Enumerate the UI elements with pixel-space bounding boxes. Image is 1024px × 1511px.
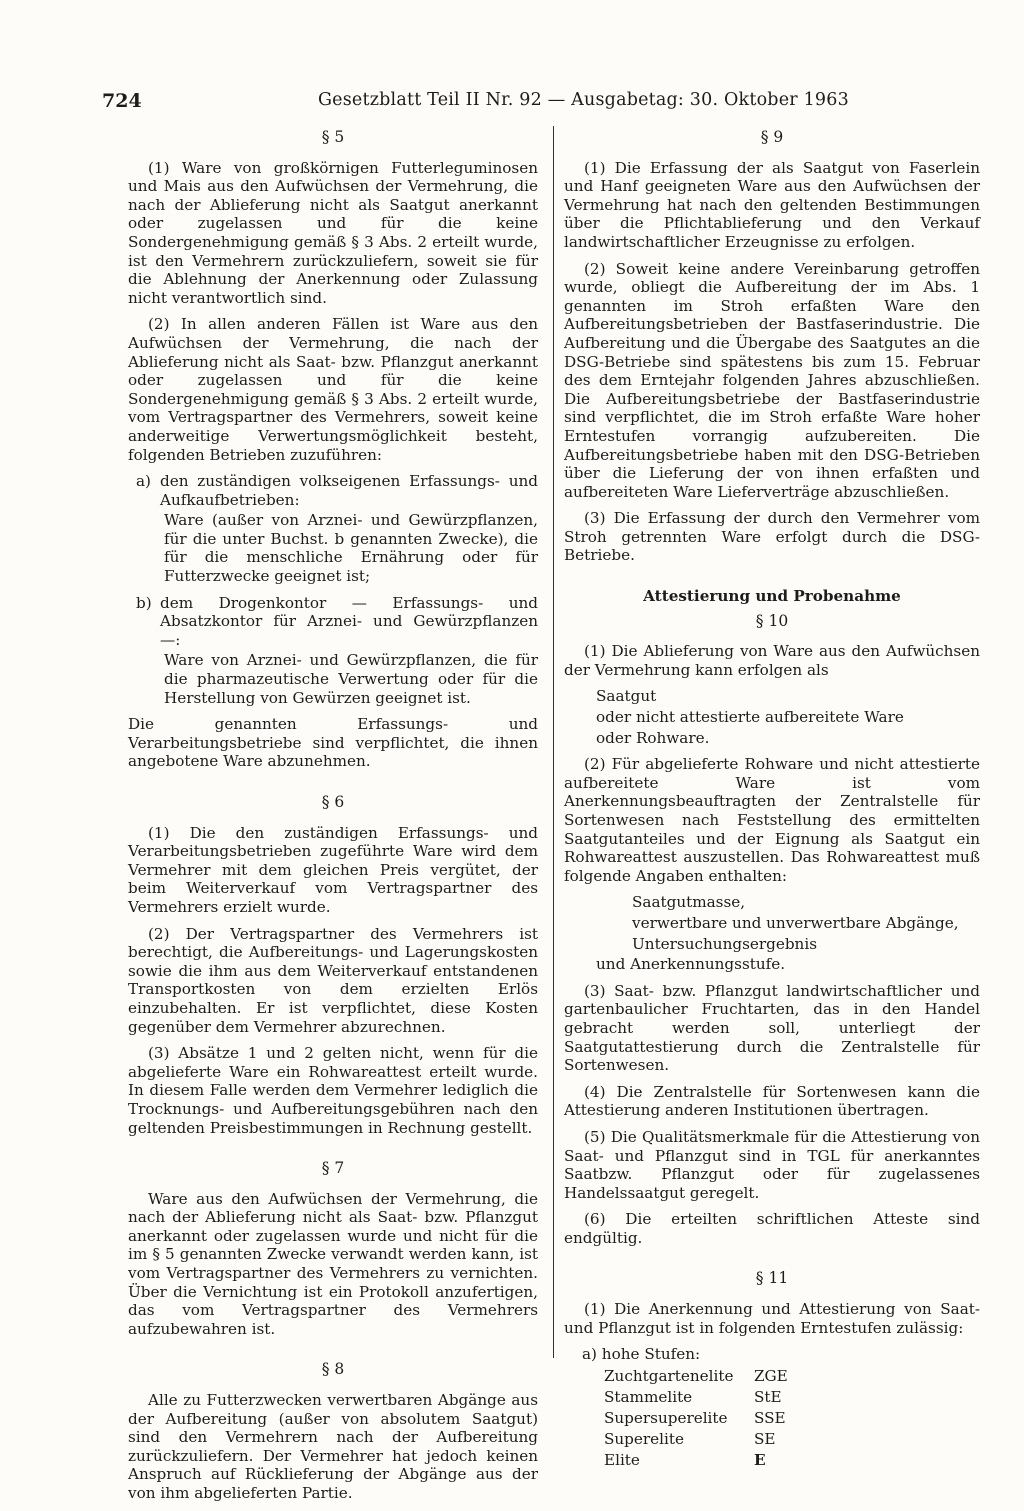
section-10-para-4: (4) Die Zentralstelle für Sortenwesen kann die Attestierung anderen Institutionen übertragen. [564,1082,980,1120]
section-5-item-b [128,594,538,650]
table-row [604,1429,814,1450]
subtitle-attestierung: Attestierung und Probenahme [643,587,901,606]
item-a-description: Ware (außer von Arznei- und Gewürzpflanzen, für die unter Buchst. b genannten Zwecke), die für die menschliche Ernährung oder für Futterzwecke geeignet ist; [164,511,538,586]
item-b-description: Ware von Arznei- und Gewürzpflanzen, die für die pharmazeutische Verwertung oder für die Herstellung von Gewürzen geeignet ist. [164,651,538,707]
section-10-para-5: (5) Die Qualitätsmerkmale für die Attestierung von Saat- und Pflanzgut sind in TGL für anerkanntes Saatbzw. Pflanzgut oder für zugelassenes Handelssaatgut geregelt. [564,1127,980,1202]
section-6-para-1: (1) Die den zuständigen Erfassungs- und Verarbeitungsbetrieben zugeführte Ware wird dem Vermehrer mit dem gleichen Preis vergütet, der beim Weiterverkauf vom Vertragspartner des Vermehrers erzielt wurde. [128,823,538,916]
section-5-para-2: (2) In allen anderen Fällen ist Ware aus den Aufwüchsen der Vermehrung, die nach der Ablieferung nicht als Saat- bzw. Pflanzgut anerkannt oder zugelassen und für die keine Sondergenehmigung gemäß § 3 Abs. 2 erteilt wurde, vom Vertragspartner des Vermehrers, soweit keine anderweitige Verwertungsmöglichkeit besteht, folgenden Betrieben zuzuführen: [128,315,538,464]
stage-name: Stammelite [604,1388,693,1407]
section-10-heading: § 10 [755,611,789,630]
section-11-para-1: (1) Die Anerkennung und Attestierung von Saat- und Pflanzgut ist in folgenden Erntestufen zulässig: [564,1300,980,1337]
section-6-para-2: (2) Der Vertragspartner des Vermehrers ist berechtigt, die Aufbereitungs- und Lagerungskosten sowie die ihm aus dem Weiterverkauf entstandenen Transportkosten von dem erzielten Erlös einzubehalten. Er ist verpflichtet, diese Kosten gegenüber dem Vermehrer abzurechnen. [128,924,538,1036]
item-a-label: a) [136,472,151,491]
section-10-para-6: (6) Die erteilten schriftlichen Atteste sind endgültig. [564,1210,980,1247]
section-11-heading: § 11 [755,1269,789,1288]
item-b-label: b) [136,593,152,612]
section-7-heading: § 7 [321,1159,345,1178]
section-5-heading: § 5 [321,128,345,146]
delivery-option-2: oder nicht attestierte aufbereitete Ware [596,708,904,727]
gazette-title: Gesetzblatt Teil II Nr. 92 — Ausgabetag: 30. Oktober 1963 [318,90,849,110]
section-5-para-1: (1) Ware von großkörnigen Futterleguminosen und Mais aus den Aufwüchsen der Vermehrung, die nach der Ablieferung nicht als Saatgut anerkannt oder zugelassen und für die keine Sondergenehmigung gemäß § 3 Abs. 2 erteilt wurde, ist den Vermehrern zurückzuliefern, soweit sie für die Ablehnung der Anerkennung oder Zulassung nicht verantwortlich sind. [128,158,538,307]
column-divider [553,126,554,1358]
attest-field-3: Untersuchungsergebnis [632,934,817,953]
stage-name: Supersuperelite [604,1409,728,1428]
page-header [0,90,1024,116]
table-row [604,1408,814,1429]
right-column [564,128,980,1471]
delivery-option-3: oder Rohware. [596,728,710,747]
table-row [604,1366,814,1387]
section-7-para-1: Ware aus den Aufwüchsen der Vermehrung, die nach der Ablieferung nicht als Saat- bzw. Pflanzgut anerkannt oder zugelassen wurde und nicht für die im § 5 genannten Zwecke verwandt werden kann, ist vom Vertragspartner des Vermehrers zu vernichten. Über die Vernichtung ist ein Protokoll anzufertigen, das vom Vertragspartner des Vermehrers aufzubewahren ist. [128,1189,538,1338]
section-6-heading: § 6 [321,793,345,811]
attest-field-1: Saatgutmasse, [632,893,746,912]
stage-abbr: ZGE [754,1367,788,1386]
section-9-para-1: (1) Die Erfassung der als Saatgut von Faserlein und Hanf geeigneten Ware aus den Aufwüchsen der Vermehrung hat nach den geltenden Bestimmungen über die Pflichtablieferung und den Verkauf landwirtschaftlicher Erzeugnisse zu erfolgen. [564,158,980,251]
stages-label: a) hohe Stufen: [582,1345,701,1364]
section-9-heading: § 9 [760,128,784,146]
table-row [604,1387,814,1408]
stage-name: Elite [604,1451,640,1470]
stage-abbr: E [754,1451,766,1470]
item-b-text: dem Drogenkontor — Erfassungs- und Absatzkontor für Arznei- und Gewürzpflanzen —: [160,593,538,649]
attest-field-2: verwertbare und unverwertbare Abgänge, [632,913,959,932]
section-10-para-1: (1) Die Ablieferung von Ware aus den Aufwüchsen der Vermehrung kann erfolgen als [564,642,980,679]
item-a-text: den zuständigen volkseigenen Erfassungs- und Aufkaufbetrieben: [160,472,538,509]
section-9-para-2: (2) Soweit keine andere Vereinbarung getroffen wurde, obliegt die Aufbereitung der im Abs. 1 genannten im Stroh erfaßten Ware den Aufbereitungsbetrieben der Bastfaserindustrie. Die Aufbereitung und die Übergabe des Saatgutes an die DSG-Betriebe sind spätestens bis zum 15. Februar des dem Erntejahr folgenden Jahres abzuschließen. Die Aufbereitungsbetriebe der Bastfaserindustrie sind verpflichtet, die im Stroh erfaßte Ware hoher Erntestufen vorrangig aufzubereiten. Die Aufbereitungsbetriebe haben mit den DSG-Betrieben über die Lieferung der von ihnen erfaßten und aufbereiteten Ware Lieferverträge abzuschließen. [564,259,980,501]
section-5-closing: Die genannten Erfassungs- und Verarbeitungsbetriebe sind verpflichtet, die ihnen angebotene Ware abzunehmen. [128,715,538,771]
section-9-para-3: (3) Die Erfassung der durch den Vermehrer vom Stroh getrennten Ware erfolgt durch die DSG-Betriebe. [564,509,980,565]
stage-abbr: SSE [754,1409,786,1428]
stage-abbr: SE [754,1430,776,1449]
left-column [128,128,538,1511]
section-5-item-a [128,472,538,509]
harvest-stage-table [604,1366,814,1471]
stage-abbr: StE [754,1388,782,1407]
section-8-heading: § 8 [321,1360,345,1379]
page-number: 724 [102,90,142,112]
stage-name: Superelite [604,1430,684,1449]
section-10-para-2: (2) Für abgelieferte Rohware und nicht attestierte aufbereitete Ware ist vom Anerkennungsbeauftragten der Zentralstelle für Sortenwesen nach Feststellung des ermittelten Saatgutanteiles und der Eignung als Saatgut ein Rohwareattest auszustellen. Das Rohwareattest muß folgende Angaben enthalten: [564,755,980,885]
stage-name: Zuchtgartenelite [604,1367,734,1386]
delivery-option-1: Saatgut [596,687,657,706]
attest-field-4: und Anerkennungsstufe. [596,955,786,974]
section-6-para-3: (3) Absätze 1 und 2 gelten nicht, wenn für die abgelieferte Ware ein Rohwareattest erteilt wurde. In diesem Falle werden dem Vermehrer lediglich die Trocknungs- und Aufbereitungsgebühren nach den geltenden Preisbestimmungen in Rechnung gestellt. [128,1044,538,1137]
section-8-para-1: Alle zu Futterzwecken verwertbaren Abgänge aus der Aufbereitung (außer von absolutem Saatgut) sind den Vermehrern nach der Aufbereitung zurückzuliefern. Der Vermehrer hat jedoch keinen Anspruch auf Rücklieferung der Abgänge aus der von ihm abgelieferten Partie. [128,1391,538,1502]
section-10-para-3: (3) Saat- bzw. Pflanzgut landwirtschaftlicher und gartenbaulicher Fruchtarten, das in den Handel gebracht werden soll, unterliegt der Saatgutattestierung durch die Zentralstelle für Sortenwesen. [564,981,980,1075]
